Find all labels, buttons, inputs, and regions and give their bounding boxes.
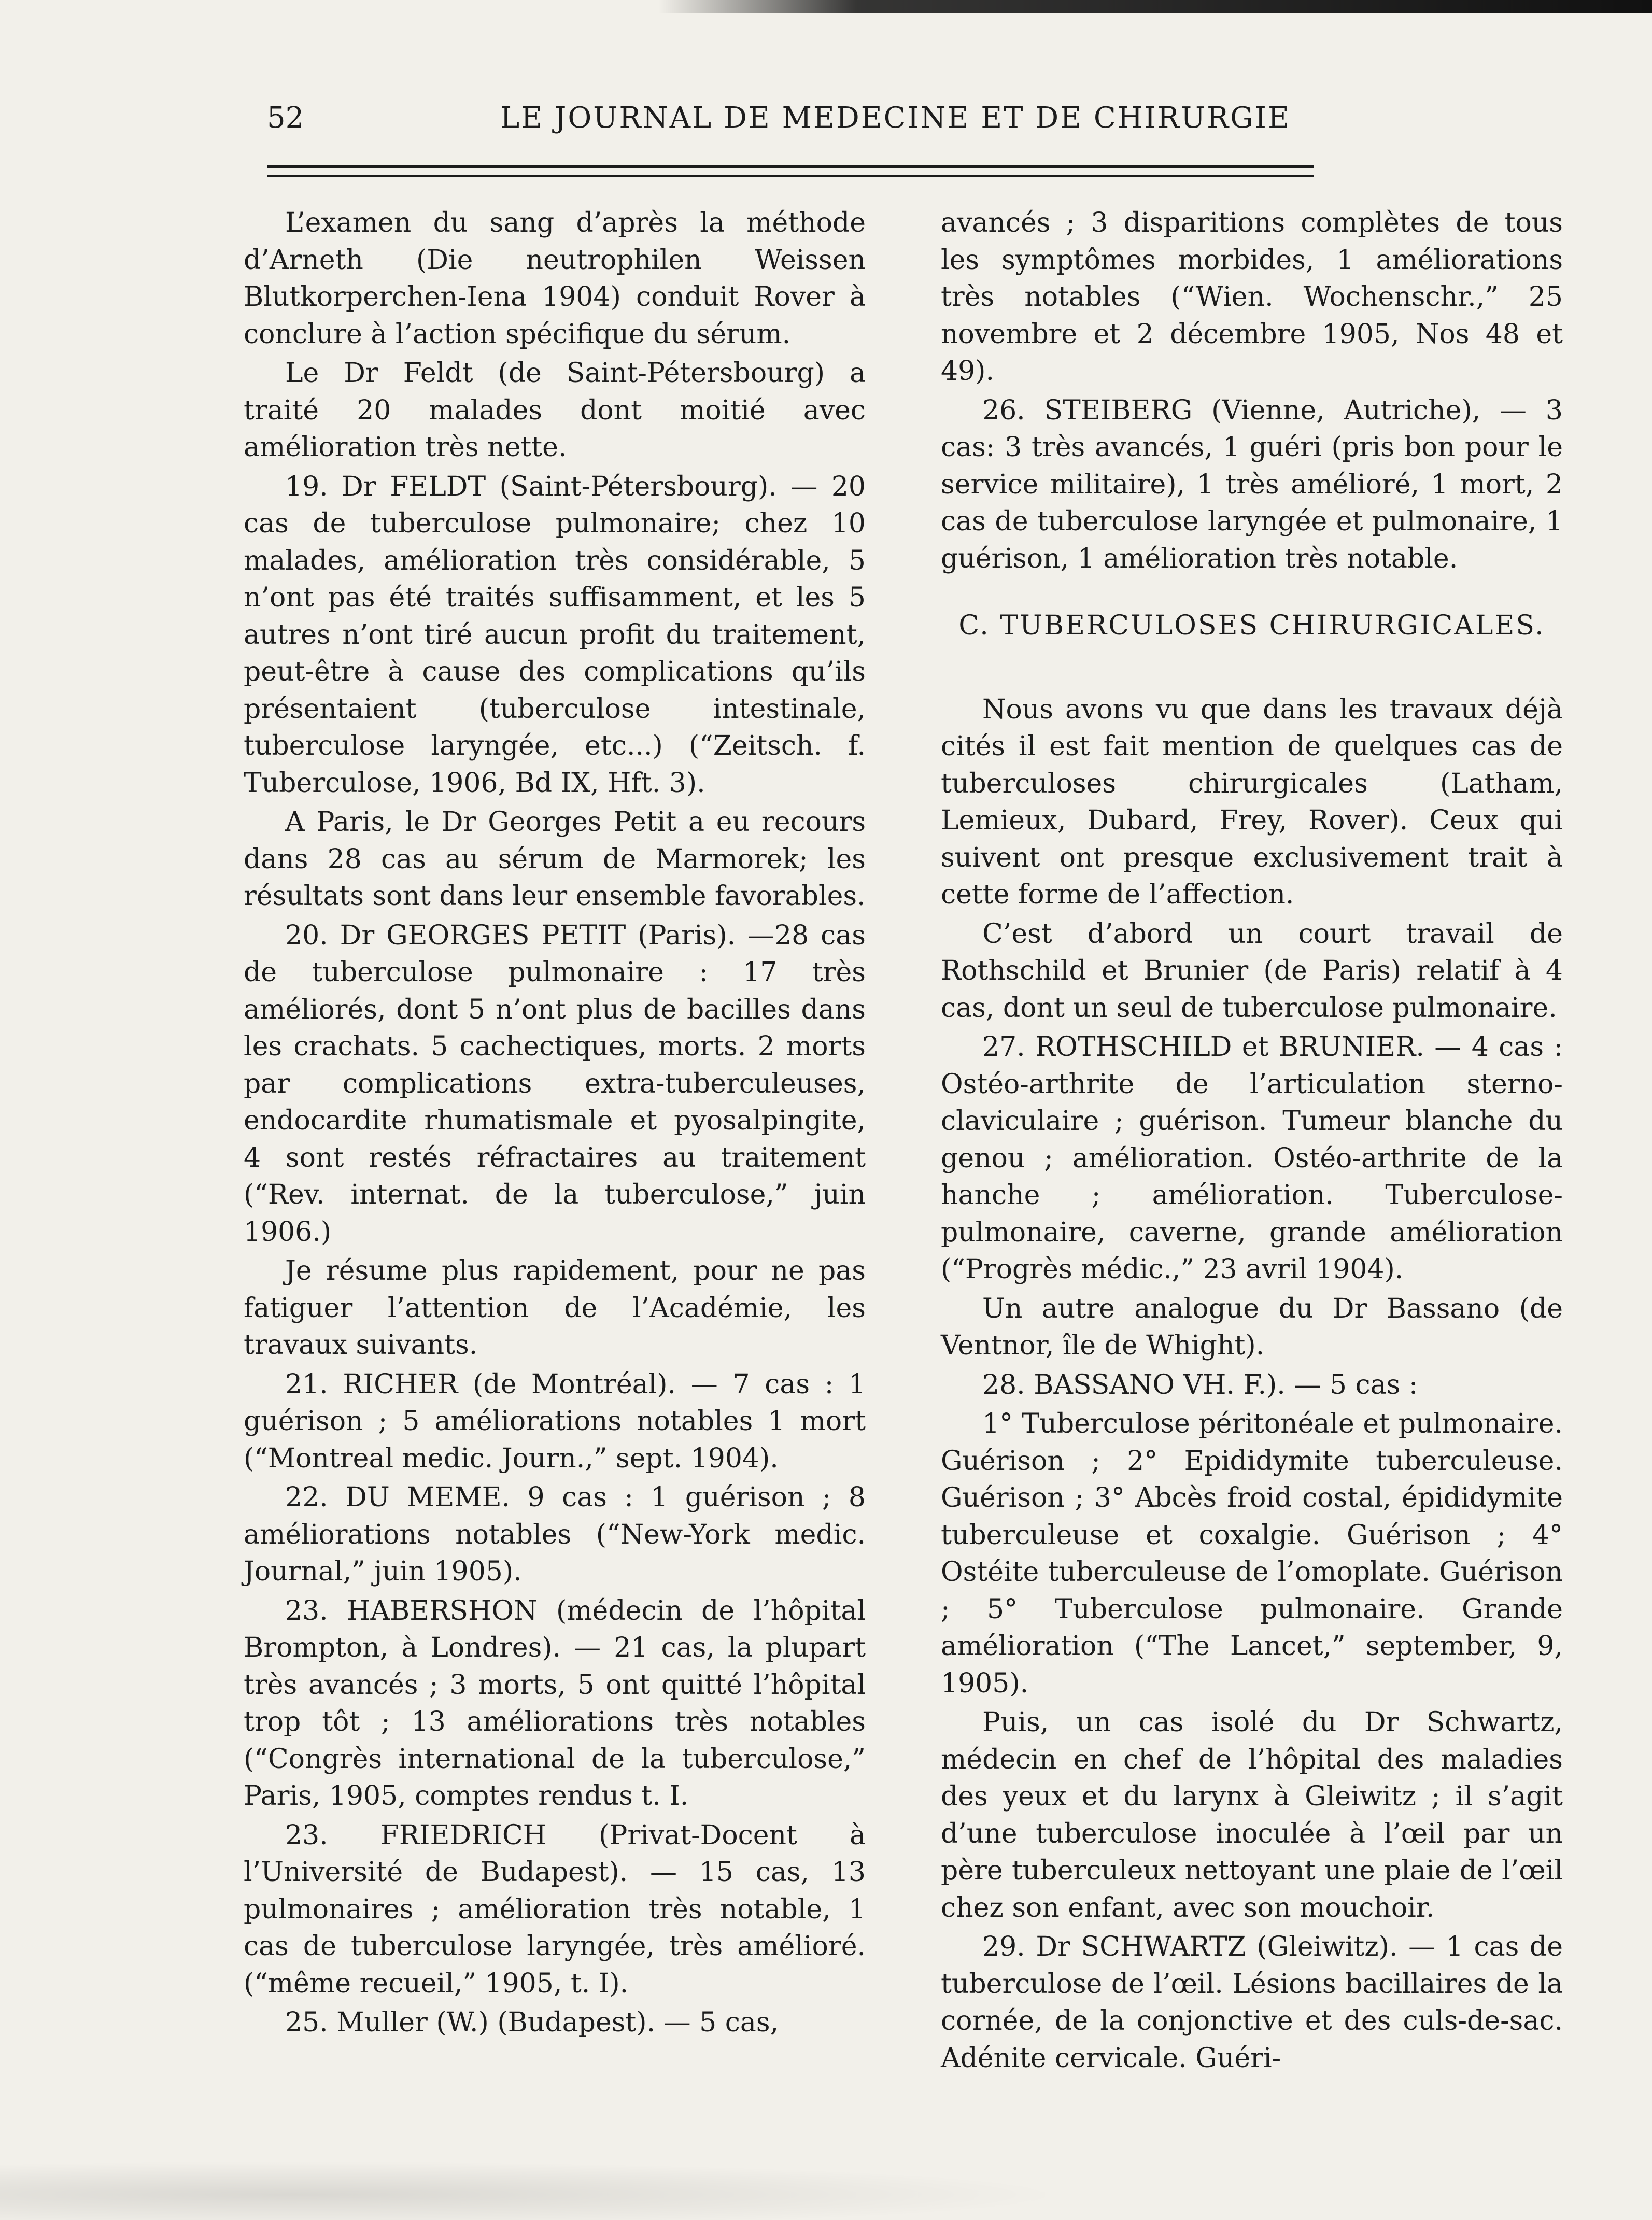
paragraph: Un autre analogue du Dr Bassano (de Ventnor, île de Whight). xyxy=(941,1293,1563,1361)
paragraph: 22. DU MEME. 9 cas : 1 guérison ; 8 améliorations notables (“New-York medic. Journal,” juin 1905). xyxy=(244,1482,866,1587)
page-number: 52 xyxy=(267,101,304,135)
paragraph: avancés ; 3 disparitions complètes de tous les symptômes morbides, 1 améliorations très notables (“Wien. Wochenschr.,” 25 novembre et 2 décembre 1905, Nos 48 et 49). xyxy=(941,207,1563,387)
paragraph: Puis, un cas isolé du Dr Schwartz, médecin en chef de l’hôpital des maladies des yeux et du larynx à Gleiwitz ; il s’agit d’une tuberculose inoculée à l’œil par un père tuberculeux nettoyant une plaie de l’œil chez son enfant, avec son mouchoir. xyxy=(941,1707,1563,1924)
paragraph: 27. ROTHSCHILD et BRUNIER. — 4 cas : Ostéo-arthrite de l’articulation sterno-claviculaire ; guérison. Tumeur blanche du genou ; amélioration. Ostéo-arthrite de la hanche ; amélioration. Tuberculose-pulmonaire, caverne, grande amélioration (“Progrès médic.,” 23 avril 1904). xyxy=(941,1031,1563,1285)
paragraph: Nous avons vu que dans les travaux déjà cités il est fait mention de quelques cas de tuberculoses chirurgicales (Latham, Lemieux, Dubard, Frey, Rover). Ceux qui suivent ont presque exclusivement trait à cette forme de l’affection. xyxy=(941,694,1563,910)
journal-title: LE JOURNAL DE MEDECINE ET DE CHIRURGIE xyxy=(500,101,1291,135)
paragraph: 1° Tuberculose péritonéale et pulmonaire. Guérison ; 2° Epididymite tuberculeuse. Guérison ; 3° Abcès froid costal, épididymite tuberculeuse et coxalgie. Guérison ; 4° Ostéite tuberculeuse de l’omoplate. Guérison ; 5° Tuberculose pulmonaire. Grande amélioration (“The Lancet,” september, 9, 1905). xyxy=(941,1408,1563,1699)
paragraph: 20. Dr GEORGES PETIT (Paris). —28 cas de tuberculose pulmonaire : 17 très améliorés, dont 5 n’ont plus de bacilles dans les crachats. 5 cachectiques, morts. 2 morts par complications extra-tuberculeuses, endocardite rhumatismale et pyosalpingite, 4 sont restés réfractaires au traitement (“Rev. internat. de la tuberculose,” juin 1906.) xyxy=(244,920,866,1248)
scan-edge-mark xyxy=(658,0,1652,13)
paragraph: 29. Dr SCHWARTZ (Gleiwitz). — 1 cas de tuberculose de l’œil. Lésions bacillaires de la cornée, de la conjonctive et des culs-de-sac. Adénite cervicale. Guéri- xyxy=(941,1931,1563,2074)
paragraph: 23. HABERSHON (médecin de l’hôpital Brompton, à Londres). — 21 cas, la plupart très avancés ; 3 morts, 5 ont quitté l’hôpital trop tôt ; 13 améliorations très notables (“Congrès international de la tuberculose,” Paris, 1905, comptes rendus t. I. xyxy=(244,1595,866,1812)
paragraph: Le Dr Feldt (de Saint-Pétersbourg) a traité 20 malades dont moitié avec amélioration très nette. xyxy=(244,358,866,463)
paragraph: A Paris, le Dr Georges Petit a eu recours dans 28 cas au sérum de Marmorek; les résultats sont dans leur ensemble favorables. xyxy=(244,807,866,912)
header-rule-thick xyxy=(267,165,1314,168)
scan-smudge xyxy=(0,2136,1652,2220)
paragraph: 21. RICHER (de Montréal). — 7 cas : 1 guérison ; 5 améliorations notables 1 mort (“Montreal medic. Journ.,” sept. 1904). xyxy=(244,1368,866,1474)
right-column xyxy=(941,205,1563,2077)
paragraph: 23. FRIEDRICH (Privat-Docent à l’Université de Budapest). — 15 cas, 13 pulmonaires ; amélioration très notable, 1 cas de tuberculose laryngée, très amélioré. (“même recueil,” 1905, t. I). xyxy=(244,1819,866,1999)
paragraph: 26. STEIBERG (Vienne, Autriche), — 3 cas: 3 très avancés, 1 guéri (pris bon pour le service militaire), 1 très amélioré, 1 mort, 2 cas de tuberculose laryngée et pulmonaire, 1 guérison, 1 amélioration très notable. xyxy=(941,394,1563,574)
left-column xyxy=(244,205,866,2042)
header-rule-thin xyxy=(267,175,1314,177)
paragraph: Je résume plus rapidement, pour ne pas fatiguer l’attention de l’Académie, les travaux suivants. xyxy=(244,1255,866,1361)
paragraph: L’examen du sang d’après la méthode d’Arneth (Die neutrophilen Weissen Blutkorperchen-Iena 1904) conduit Rover à conclure à l’action spécifique du sérum. xyxy=(244,207,866,350)
paragraph: 25. Muller (W.) (Budapest). — 5 cas, xyxy=(285,2007,779,2038)
page-header xyxy=(267,101,1314,148)
paragraph: 28. BASSANO VH. F.). — 5 cas : xyxy=(982,1369,1418,1401)
section-heading: C. TUBERCULOSES CHIRURGICALES. xyxy=(958,610,1545,641)
paragraph: C’est d’abord un court travail de Rothschild et Brunier (de Paris) relatif à 4 cas, dont un seul de tuberculose pulmonaire. xyxy=(941,918,1563,1024)
paragraph: 19. Dr FELDT (Saint-Pétersbourg). — 20 cas de tuberculose pulmonaire; chez 10 malades, amélioration très considérable, 5 n’ont pas été traités suffisamment, et les 5 autres n’ont tiré aucun profit du traitement, peut-être à cause des complications qu’ils présentaient (tuberculose intestinale, tuberculose laryngée, etc...) (“Zeitsch. f. Tuberculose, 1906, Bd IX, Hft. 3). xyxy=(244,471,866,799)
